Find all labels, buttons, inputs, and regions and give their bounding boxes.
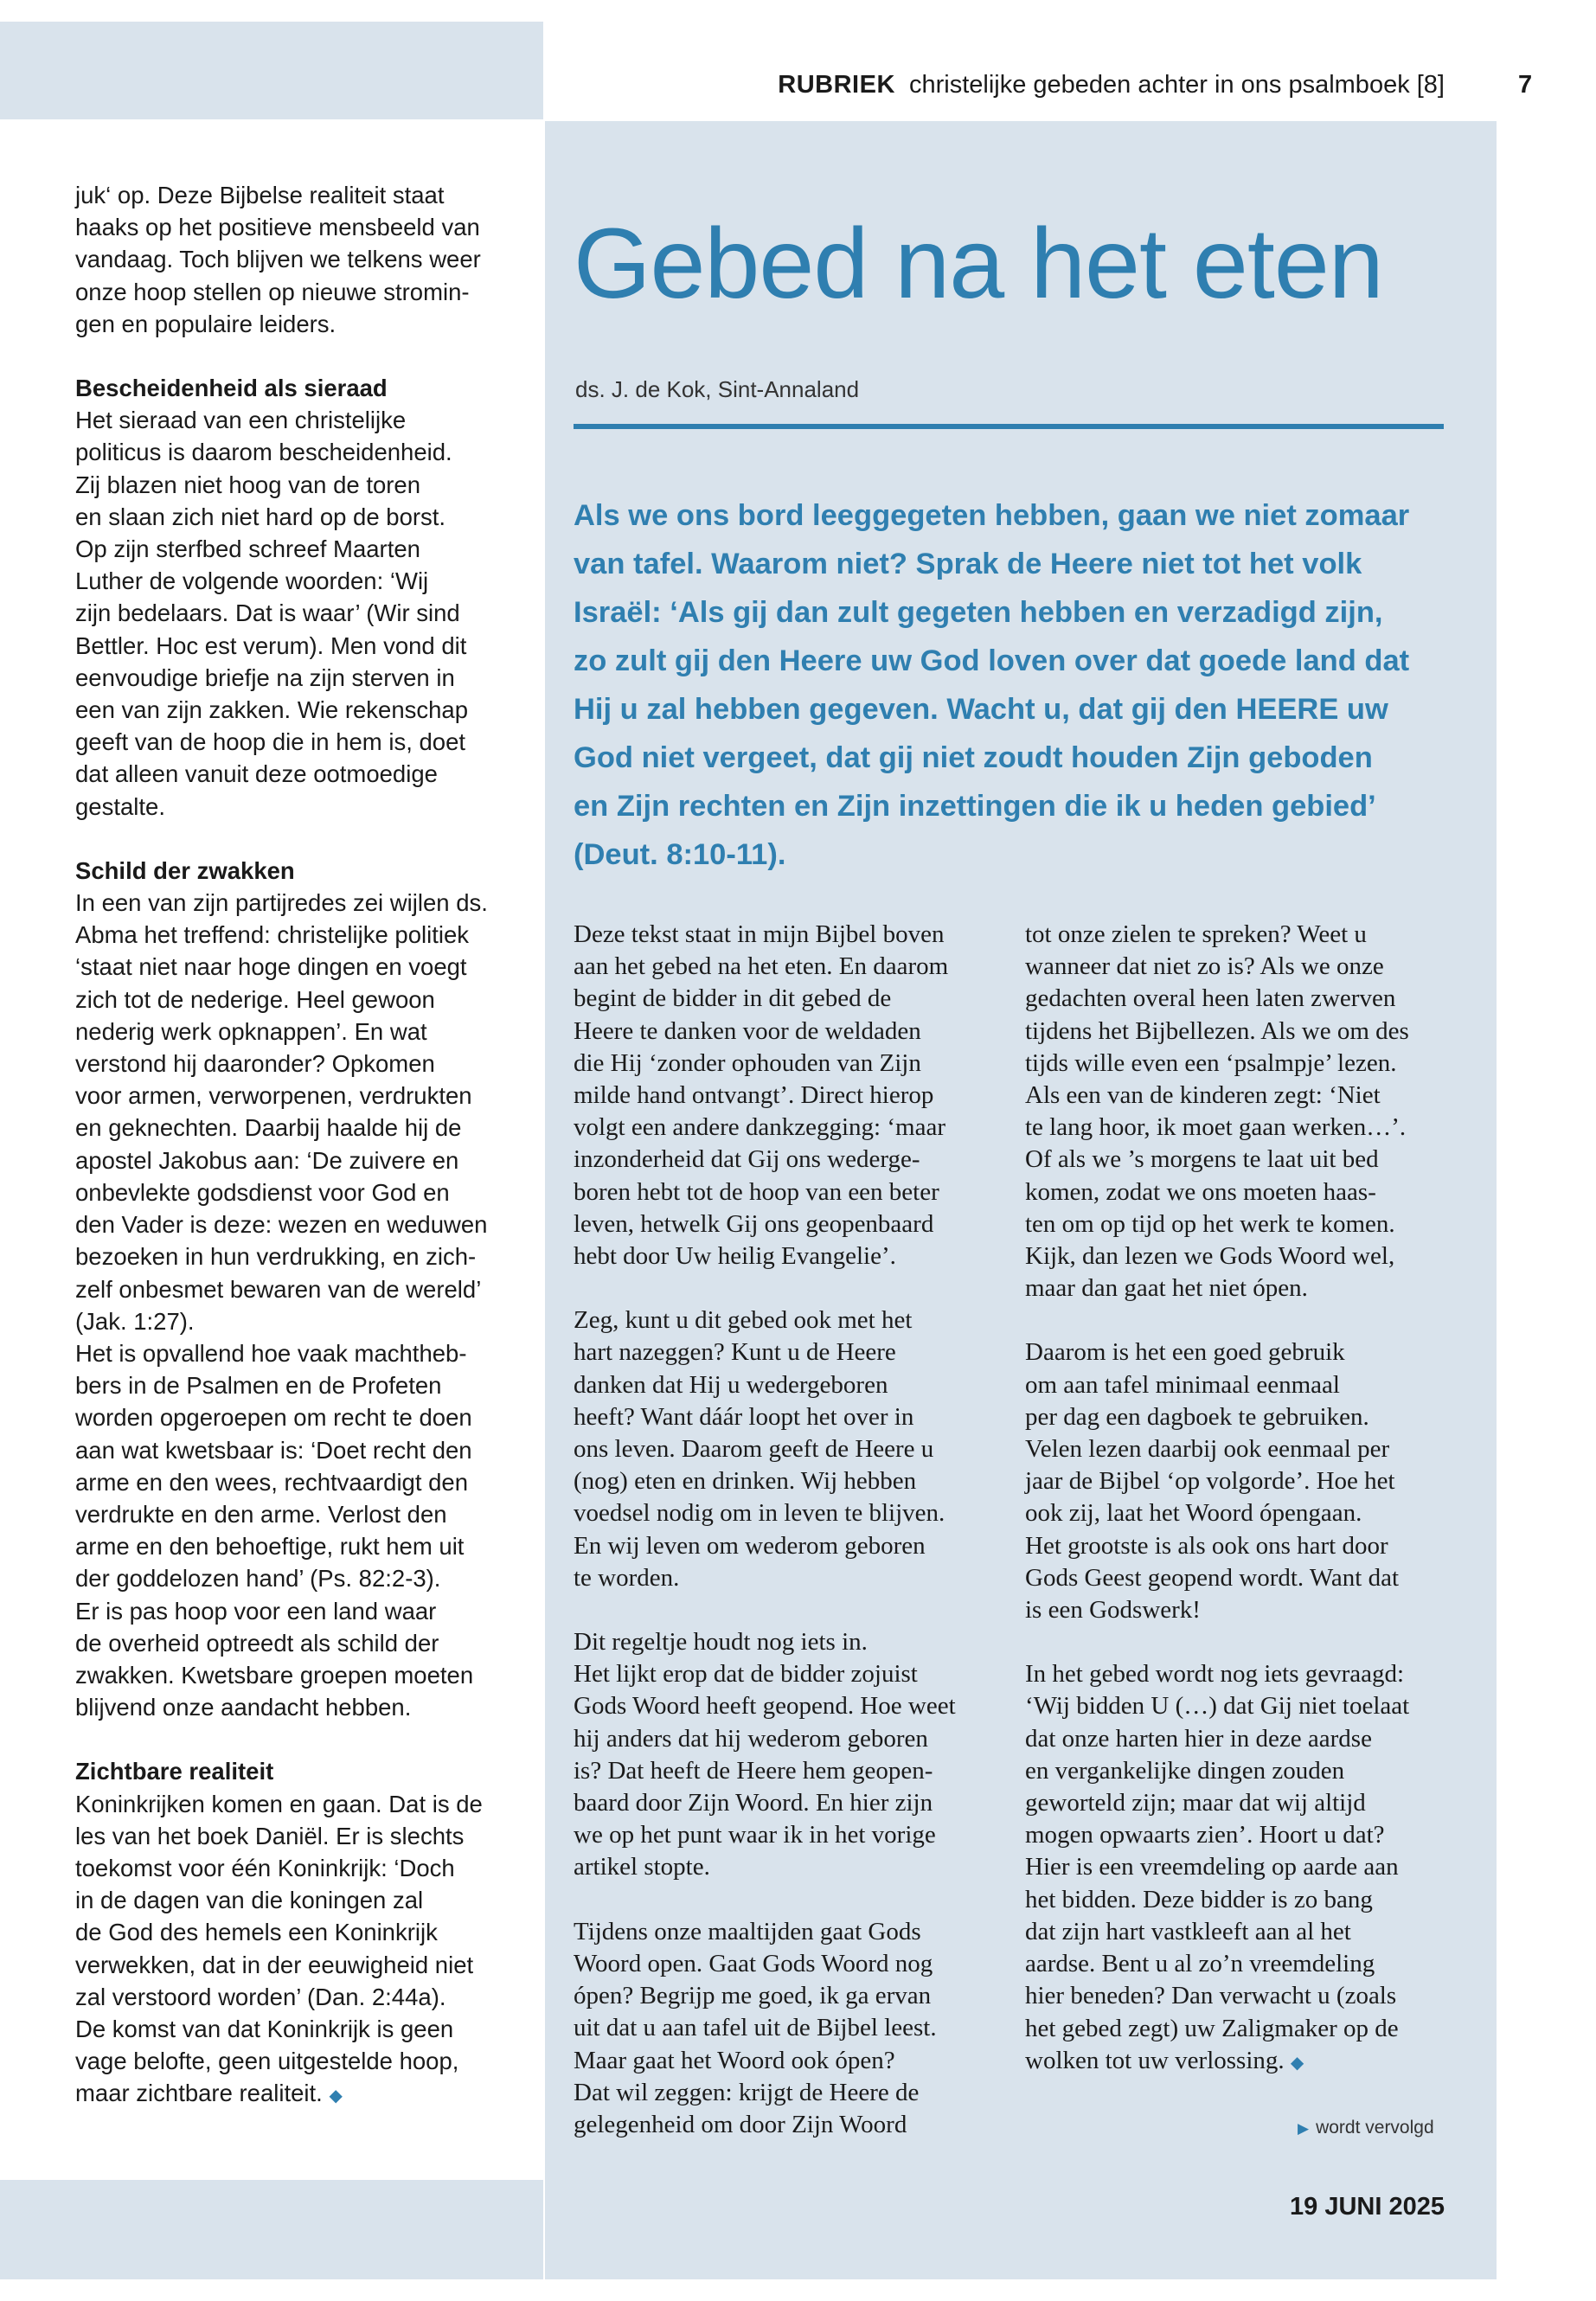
issue-date: 19 JUNI 2025 <box>1290 2193 1445 2221</box>
article-intro: Als we ons bord leeggegeten hebben, gaan we niet zomaar van tafel. Waarom niet? Sprak de Heere niet tot het volk Israël: ‘Als gij dan zult gegeten hebben en verzadigd zijn, zo zult gij den Heere uw God loven over dat goede land dat Hij u zal hebben gegeven. Wacht u, dat gij den HEERE uw God niet vergeet, dat gij niet zoudt houden Zijn geboden en Zijn rechten en Zijn inzettingen die ik u heden gebied’ (Deut. 8:10-11). <box>574 499 1410 871</box>
paragraph: Tijdens onze maaltijden gaat Gods Woord open. Gaat Gods Woord nog ópen? Begrijp me goed, ik ga ervan uit dat u aan tafel uit de Bijbel leest. Maar gaat het Woord ook ópen? Dat wil zeggen: krijgt de Heere de gelegenheid om door Zijn Woord <box>574 1917 937 2138</box>
title-rule <box>574 424 1444 429</box>
paragraph: juk‘ op. Deze Bijbelse realiteit staat haaks op het positieve mensbeeld van vandaag. Toch blijven we telkens weer onze hoop stellen op nieuwe stromin- gen en populaire leiders. <box>75 182 481 337</box>
paragraph: Het sieraad van een christelijke politicus is daarom bescheidenheid. Zij blazen niet hoog van de toren en slaan zich niet hard op de borst. Op zijn sterfbed schreef Maarten Luther de volgende woorden: ‘Wij zijn bedelaars. Dat is waar’ (Wir sind Bettler. Hoc est verum). Men vond dit eenvoudige briefje na zijn sterven in een van zijn zakken. Wie rekenschap geeft van de hoop die in hem is, doet dat alleen vanuit deze ootmoedige gestalte. <box>75 407 468 820</box>
article-author: ds. J. de Kok, Sint-Annaland <box>575 376 860 402</box>
header-band-left <box>0 22 543 119</box>
paragraph: Dit regeltje houdt nog iets in. Het lijkt erop dat de bidder zojuist Gods Woord heeft geopend. Hoe weet hij anders dat hij wederom geboren is? Dat heeft de Heere hem geopen- baard door Zijn Woord. En hier zijn we op het punt waar ik in het vorige artikel stopte. <box>574 1628 956 1881</box>
subheading: Schild der zwakken <box>75 856 295 884</box>
article-column-1 <box>574 919 1006 2141</box>
footer-band-left <box>0 2180 543 2279</box>
paragraph: Deze tekst staat in mijn Bijbel boven aan het gebed na het eten. En daarom begint de bidder in dit gebed de Heere te danken voor de weldaden die Hij ‘zonder ophouden van Zijn milde hand ontvangt’. Direct hierop volgt een andere dankzegging: ‘maar inzonderheid dat Gij ons wederge- boren hebt tot de hoop van een beter leven, hetwelk Gij ons geopenbaard hebt door Uw heilig Evangelie’. <box>574 920 949 1271</box>
section-header <box>545 71 1445 99</box>
section-title: christelijke gebeden achter in ons psalmboek [8] <box>908 71 1445 99</box>
paragraph <box>1025 1658 1458 2080</box>
paragraph-text: In het gebed wordt nog iets gevraagd: ‘Wij bidden U (…) dat Gij niet toelaat dat onze harten hier in deze aardse en vergankelijke dingen zouden geworteld zijn; maar dat wij altijd mogen opwaarts zien’. Hoort u dat? Hier is een vreemdeling op aarde aan het bidden. Deze bidder is zo bang dat zijn hart vastkleeft aan al het aardse. Bent u al zo’n vreemdeling hier beneden? Dan verwacht u (zoals het gebed zegt) uw Zaligmaker op de wolken tot uw verlossing. <box>1025 1660 1410 2074</box>
paragraph: Zeg, kunt u dit gebed ook met het hart nazeggen? Kunt u de Heere danken dat Hij u wedergeboren heeft? Want dáár loopt het over in ons leven. Daarom geeft de Heere u (nog) eten en drinken. Wij hebben voedsel nodig om in leven te blijven. En wij leven om wederom geboren te worden. <box>574 1306 945 1592</box>
section-label: RUBRIEK <box>778 71 895 99</box>
article-title: Gebed na het eten <box>574 208 1383 319</box>
previous-article-column <box>75 179 516 2113</box>
paragraph: Daarom is het een goed gebruik om aan tafel minimaal eenmaal per dag een dagboek te gebruiken. Velen lezen daarbij ook eenmaal per jaar de Bijbel ‘op volgorde’. Hoe het ook zij, laat het Woord ópengaan. Het grootste is als ook ons hart door Gods Geest geopend wordt. Want dat is een Godswerk! <box>1025 1338 1400 1625</box>
article-column-2 <box>1025 919 1458 2080</box>
subheading: Bescheidenheid als sieraad <box>75 375 388 402</box>
paragraph: In een van zijn partijredes zei wijlen ds. Abma het treffend: christelijke politiek ‘staat niet naar hoge dingen en voegt zich tot de nederige. Heel gewoon nederig werk opknappen’. En wat verstond hij daaronder? Opkomen voor armen, verworpenen, verdrukten en geknechten. Daarbij haalde hij de apostel Jakobus aan: ‘De zuivere en onbevlekte godsdienst voor God en den Vader is deze: wezen en weduwen bezoeken in hun verdrukking, en zich- zelf onbesmet bewaren van de wereld’ (Jak. 1:27). Het is opvallend hoe vaak machtheb- bers in de Psalmen en de Profeten worden opgeroepen om recht te doen aan wat kwetsbaar is: ‘Doet recht den arme en den wees, rechtvaardigt den verdrukte en den arme. Verlost den arme en den behoeftige, rukt hem uit der goddelozen hand’ (Ps. 82:2-3). Er is pas hoop voor een land waar de overheid optreedt als schild der zwakken. Kwetsbare groepen moeten blijvend onze aandacht hebben. <box>75 889 488 1721</box>
diamond-icon: ◆ <box>1290 2053 1304 2073</box>
subheading: Zichtbare realiteit <box>75 1758 274 1785</box>
paragraph-text: Koninkrijken komen en gaan. Dat is de les van het boek Daniël. Er is slechts toekomst voor één Koninkrijk: ‘Doch in de dagen van die koningen zal de God des hemels een Koninkrijk verwekken, dat in der eeuwigheid niet zal verstoord worden’ (Dan. 2:44a). De komst van dat Koninkrijk is geen vage belofte, geen uitgestelde hoop, maar zichtbare realiteit. <box>75 1790 483 2107</box>
paragraph: tot onze zielen te spreken? Weet u wanneer dat niet zo is? Als we onze gedachten overal heen laten zwerven tijdens het Bijbellezen. Als we om des tijds wille even een ‘psalmpje’ lezen. Als een van de kinderen zegt: ‘Niet te lang hoor, ik moet gaan werken…’. Of als we ’s morgens te laat uit bed komen, zodat we ons moeten haas- ten om op tijd op het werk te komen. Kijk, dan lezen we Gods Woord wel, maar dan gaat het niet ópen. <box>1025 920 1409 1303</box>
paragraph <box>75 1788 516 2113</box>
page-number: 7 <box>1518 71 1533 99</box>
continued-note <box>1298 2118 1434 2138</box>
triangle-right-icon: ▶ <box>1298 2120 1310 2137</box>
diamond-icon: ◆ <box>329 2086 343 2106</box>
continued-text: wordt vervolgd <box>1316 2118 1434 2138</box>
